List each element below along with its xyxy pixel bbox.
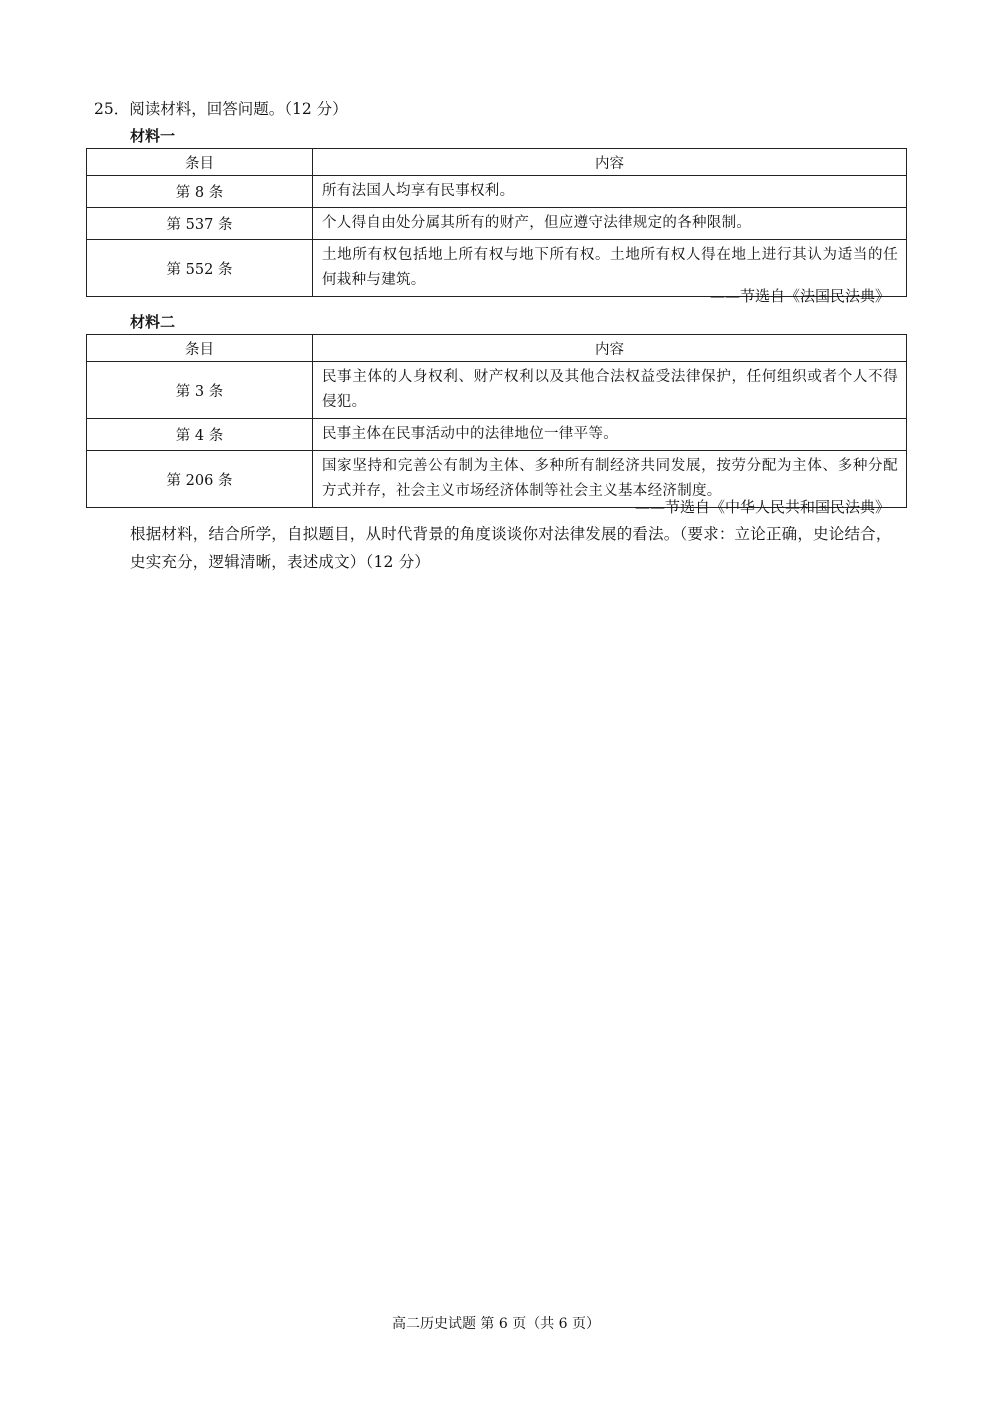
material-two-source: ——节选自《中华人民共和国民法典》 (634, 498, 890, 516)
article-content: 所有法国人均享有民事权利。 (313, 176, 907, 208)
article-content: 个人得自由处分属其所有的财产，但应遵守法律规定的各种限制。 (313, 208, 907, 240)
question-title: 25．阅读材料，回答问题。（12 分） (94, 100, 348, 118)
material-one-label: 材料一 (130, 127, 176, 145)
table-row (87, 362, 907, 419)
header-content: 内容 (313, 335, 907, 362)
article-number: 第 4 条 (87, 419, 313, 451)
table-row (87, 176, 907, 208)
article-number: 第 3 条 (87, 362, 313, 419)
article-content: 民事主体的人身权利、财产权利以及其他合法权益受法律保护，任何组织或者个人不得侵犯。 (313, 362, 907, 419)
table-header-row (87, 335, 907, 362)
article-number: 第 206 条 (87, 451, 313, 508)
article-content: 国家坚持和完善公有制为主体、多种所有制经济共同发展，按劳分配为主体、多种分配方式并存，社会主义市场经济体制等社会主义基本经济制度。 (313, 451, 907, 508)
header-article: 条目 (87, 335, 313, 362)
table-header-row (87, 149, 907, 176)
material-two-table (86, 334, 907, 508)
material-one-table (86, 148, 907, 297)
header-article: 条目 (87, 149, 313, 176)
article-number: 第 537 条 (87, 208, 313, 240)
article-number: 第 8 条 (87, 176, 313, 208)
page-footer: 高二历史试题 第 6 页（共 6 页） (391, 1316, 601, 1332)
table-row (87, 208, 907, 240)
material-two-label: 材料二 (130, 313, 176, 331)
article-content: 土地所有权包括地上所有权与地下所有权。土地所有权人得在地上进行其认为适当的任何栽种与建筑。 (313, 240, 907, 297)
article-number: 第 552 条 (87, 240, 313, 297)
question-prompt: 根据材料，结合所学，自拟题目，从时代背景的角度谈谈你对法律发展的看法。（要求：立论正确，史论结合，史实充分，逻辑清晰，表述成文）（12 分） (130, 525, 892, 571)
table-row (87, 419, 907, 451)
material-one-source: ——节选自《法国民法典》 (709, 287, 890, 305)
header-content: 内容 (313, 149, 907, 176)
article-content: 民事主体在民事活动中的法律地位一律平等。 (313, 419, 907, 451)
